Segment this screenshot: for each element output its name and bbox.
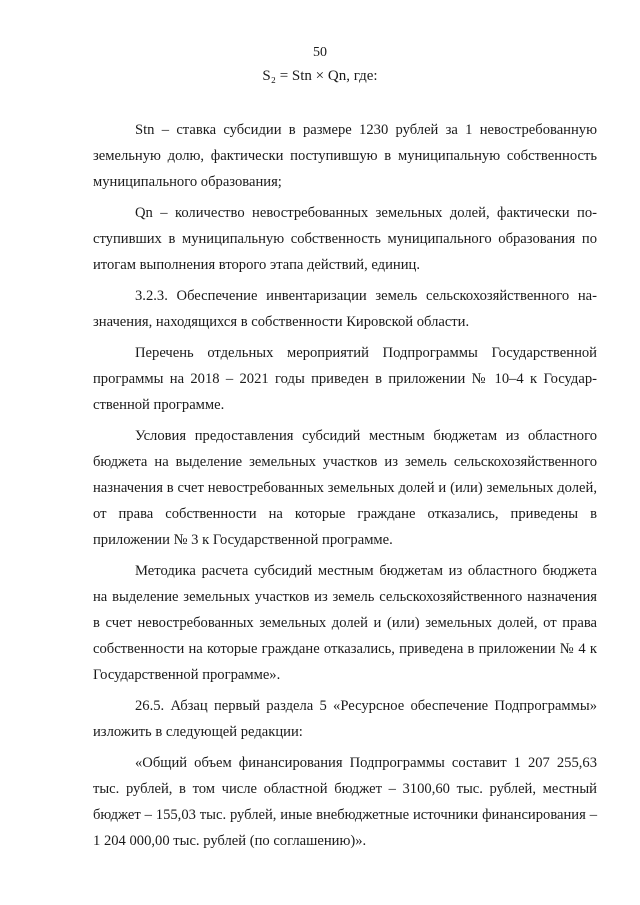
paragraph-activities-list: Перечень отдельных мероприятий Подпрограммы Государственной программы на 2018 – 2021 годы приведен в приложении № 10–4 к Государственной программе. [93, 345, 597, 413]
formula: S₂ = Stn × Qn, где: [262, 68, 378, 84]
page-number: 50 [313, 45, 327, 60]
document-body [93, 117, 597, 859]
paragraph-section-3-2-3: 3.2.3. Обеспечение инвентаризации земель сельскохозяйственного назначения, находящихся в собственности Кировской области. [93, 288, 597, 330]
paragraph-calculation-method: Методика расчета субсидий местным бюджетам из областного бюджета на выделение земельных участков из земель сельскохозяйственного назначения в счет невостребованных земельных долей и (или) земельных долей, от права собственности на которые граждане отказались, приведена в приложении № 4 к Государственной программе». [93, 563, 597, 683]
paragraph-financing-amount: «Общий объем финансирования Подпрограммы составит 1 207 255,63 тыс. рублей, в том числе областной бюджет – 3100,60 тыс. рублей, местный бюджет – 155,03 тыс. рублей, иные внебюджетные источники финансирования – 1 204 000,00 тыс. рублей (по соглашению)». [93, 755, 597, 849]
paragraph-qn-definition: Qn – количество невостребованных земельных долей, фактически поступивших в муниципальную собственность муниципального образования по итогам выполнения второго этапа действий, единиц. [93, 205, 597, 273]
paragraph-subsidy-conditions: Условия предоставления субсидий местным бюджетам из областного бюджета на выделение земельных участков из земель сельскохозяйственного назначения в счет невостребованных земельных долей и (или) земельных долей, от права собственности на которые граждане отказались, приведены в приложении № 3 к Государственной программе. [93, 428, 597, 548]
paragraph-section-26-5: 26.5. Абзац первый раздела 5 «Ресурсное обеспечение Подпрограммы» изложить в следующей редакции: [93, 698, 597, 740]
paragraph-stn-definition: Stn – ставка субсидии в размере 1230 рублей за 1 невостребованную земельную долю, фактически поступившую в муниципальную собственность муниципального образования; [93, 122, 597, 190]
